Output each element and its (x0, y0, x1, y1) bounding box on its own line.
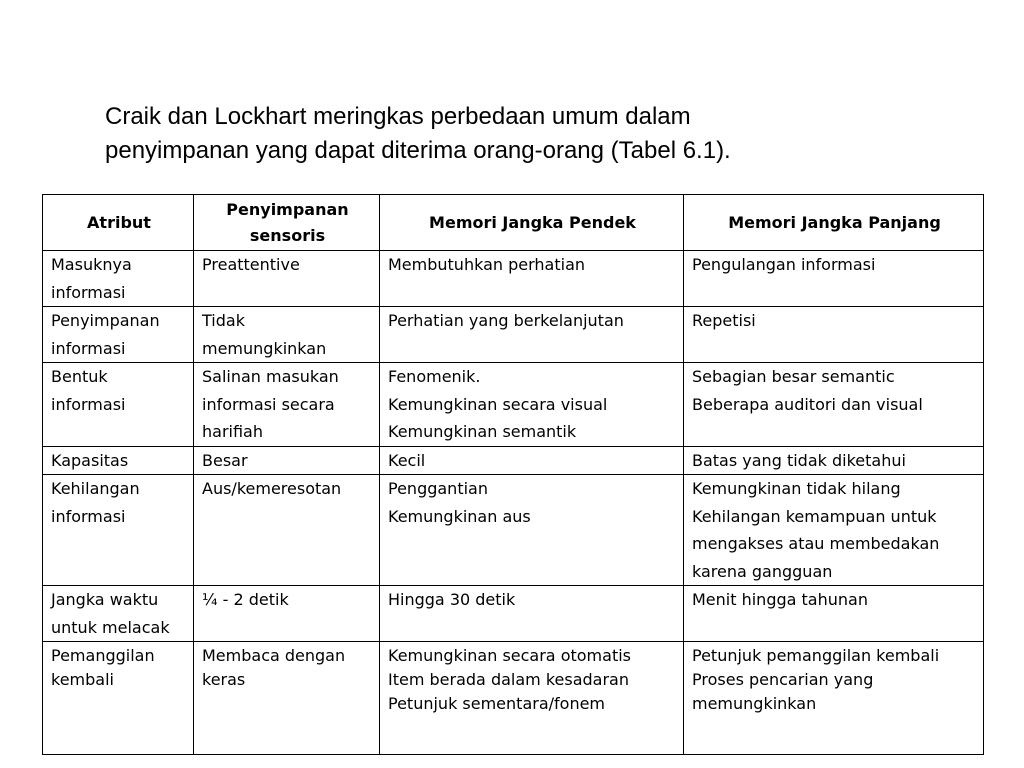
cell-line: Kehilangan kemampuan untuk (692, 506, 937, 526)
cell-line: Salinan masukan (202, 367, 339, 386)
table-cell (43, 475, 194, 586)
cell-line: memungkinkan (202, 338, 327, 358)
table-row (43, 446, 984, 475)
cell-line: Batas yang tidak diketahui (692, 450, 906, 470)
cell-line: Proses pencarian yang (692, 670, 874, 689)
table-cell (194, 363, 380, 447)
table-cell (380, 475, 684, 586)
cell-line: Tidak (202, 311, 245, 330)
cell-line: Kemungkinan tidak hilang (692, 479, 901, 498)
table-header-row (43, 195, 984, 251)
comparison-table (42, 194, 984, 755)
cell-line: harifiah (202, 422, 263, 441)
table-row (43, 586, 984, 642)
table-cell (43, 251, 194, 307)
table-cell (43, 363, 194, 447)
table-cell (194, 307, 380, 363)
cell-line: informasi (51, 338, 126, 358)
table-cell (684, 446, 984, 475)
cell-line: karena gangguan (692, 561, 833, 581)
table-row (43, 642, 984, 755)
table-cell (194, 642, 380, 755)
table-cell (684, 642, 984, 755)
cell-line: Item berada dalam kesadaran (388, 670, 629, 689)
cell-line: Hingga 30 detik (388, 590, 516, 609)
table-cell (194, 251, 380, 307)
cell-line: Bentuk (51, 367, 108, 386)
table-cell (43, 642, 194, 755)
cell-line: mengakses atau membedakan (692, 534, 940, 553)
intro-line-1: Craik dan Lockhart meringkas perbedaan umum dalam (105, 103, 691, 130)
table-cell (684, 363, 984, 447)
cell-line: Kapasitas (51, 450, 129, 470)
table-row (43, 251, 984, 307)
cell-line: informasi (51, 282, 126, 302)
cell-line: Membutuhkan perhatian (388, 255, 586, 274)
cell-line: Besar (202, 450, 248, 470)
table-cell (380, 642, 684, 755)
cell-line: Penggantian (388, 479, 488, 498)
cell-line: informasi secara (202, 394, 335, 414)
cell-line: Aus/kemeresotan (202, 479, 342, 498)
cell-line: Preattentive (202, 255, 300, 274)
cell-line: Menit hingga tahunan (692, 590, 868, 609)
intro-text (105, 100, 985, 168)
table-cell (380, 307, 684, 363)
cell-line: memungkinkan (692, 694, 817, 713)
cell-line: Kemungkinan aus (388, 506, 531, 526)
table-cell (43, 586, 194, 642)
table-cell (684, 251, 984, 307)
cell-line: untuk melacak (51, 617, 170, 637)
table-row (43, 475, 984, 586)
header-cell-line: Penyimpanan (226, 199, 349, 219)
cell-line: Kecil (388, 450, 426, 470)
intro-line-2: penyimpanan yang dapat diterima orang-orang (Tabel 6.1). (105, 137, 731, 164)
cell-line: Membaca dengan (202, 646, 346, 665)
table-cell (380, 363, 684, 447)
table-cell (380, 586, 684, 642)
table-cell (684, 475, 984, 586)
cell-line: Perhatian yang berkelanjutan (388, 311, 624, 330)
cell-line: Jangka waktu (51, 590, 159, 609)
table-cell (194, 586, 380, 642)
table-row (43, 307, 984, 363)
cell-line: keras (202, 670, 246, 689)
table-cell (380, 446, 684, 475)
table-body (43, 251, 984, 755)
cell-line: Masuknya (51, 255, 132, 274)
header-cell-memori-jangka-panjang: Memori Jangka Panjang (684, 195, 984, 251)
table-row (43, 363, 984, 447)
table-cell (43, 446, 194, 475)
cell-line: informasi (51, 394, 126, 414)
table-cell (194, 475, 380, 586)
cell-line: Beberapa auditori dan visual (692, 394, 923, 414)
table-cell (684, 307, 984, 363)
cell-line: Pemanggilan (51, 646, 155, 665)
cell-line: Petunjuk sementara/fonem (388, 694, 606, 713)
cell-line: Kehilangan (51, 479, 140, 498)
table-cell (43, 307, 194, 363)
cell-line: Penyimpanan (51, 311, 160, 330)
cell-line: Kemungkinan semantik (388, 422, 577, 441)
cell-line: kembali (51, 670, 114, 689)
table-cell (194, 446, 380, 475)
cell-line: Fenomenik. (388, 367, 481, 386)
cell-line: Pengulangan informasi (692, 255, 876, 274)
cell-line: ¼ - 2 detik (202, 590, 289, 609)
cell-line: Sebagian besar semantic (692, 367, 895, 386)
cell-line: Kemungkinan secara visual (388, 394, 608, 414)
header-cell-penyimpanan-sensoris (194, 195, 380, 251)
cell-line: Petunjuk pemanggilan kembali (692, 646, 940, 665)
table-cell (684, 586, 984, 642)
table-cell (380, 251, 684, 307)
header-cell-atribut: Atribut (43, 195, 194, 251)
header-cell-memori-jangka-pendek: Memori Jangka Pendek (380, 195, 684, 251)
header-cell-line: sensoris (249, 225, 326, 245)
cell-line: informasi (51, 506, 126, 526)
cell-line: Kemungkinan secara otomatis (388, 646, 631, 665)
cell-line: Repetisi (692, 311, 756, 330)
